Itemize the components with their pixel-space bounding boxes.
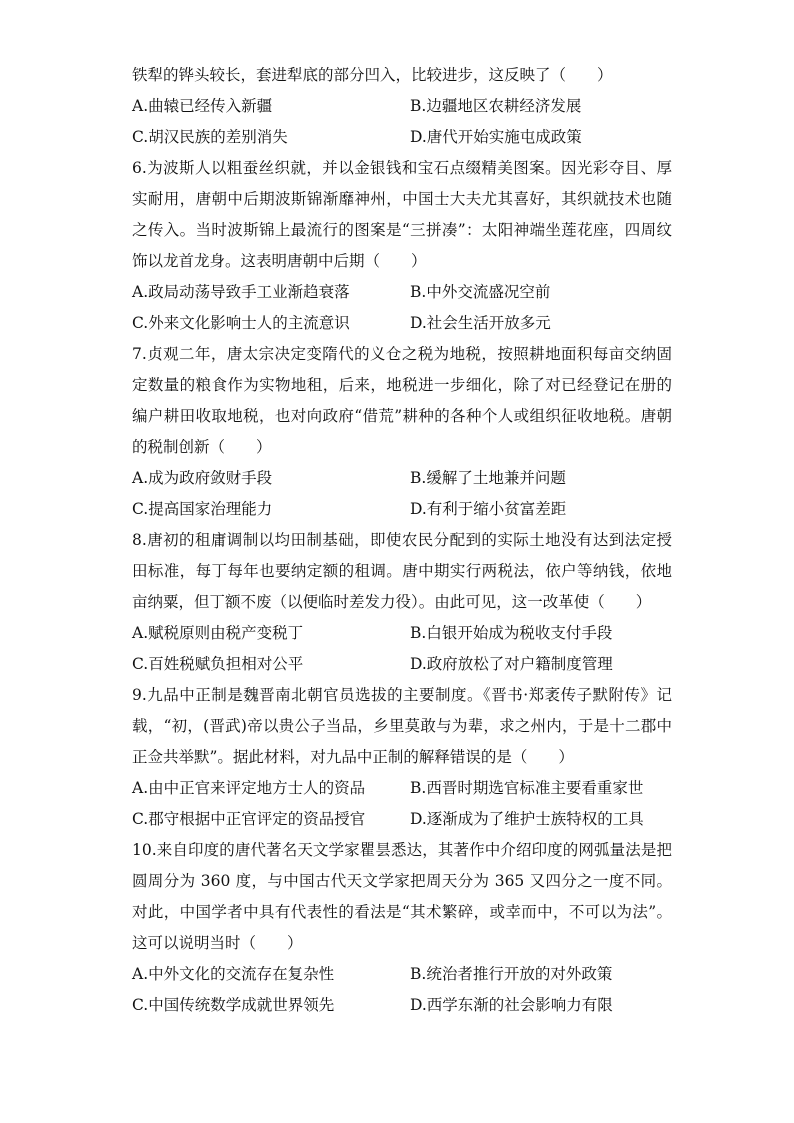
option-row <box>132 959 672 990</box>
option-b: B.白银开始成为税收支付手段 <box>410 624 613 642</box>
option-c: C.中国传统数学成就世界领先 <box>132 996 335 1014</box>
option-b: B.西晋时期选官标准主要看重家世 <box>410 779 644 797</box>
option-b: B.中外交流盛况空前 <box>410 283 551 301</box>
question-block <box>132 525 672 680</box>
option-d: D.唐代开始实施屯成政策 <box>410 128 582 146</box>
option-row <box>132 91 672 122</box>
option-row <box>132 308 672 339</box>
option-row <box>132 463 672 494</box>
question-stem: 8.唐初的租庸调制以均田制基础，即使农民分配到的实际土地没有达到法定授田标准，每丁每年也要纳定额的租调。唐中期实行两税法，依户等纳钱，依地亩纳粟，但丁额不废（以便临时差发力役）。由此可见，这一改革使（ ） <box>132 531 672 611</box>
question-stem: 6.为波斯人以粗蚕丝织就，并以金银钱和宝石点缀精美图案。因光彩夺目、厚实耐用，唐朝中后期波斯锦渐靡神州，中国士大夫尤其喜好，其织就技术也随之传入。当时波斯锦上最流行的图案是“三拼凑”：太阳神端坐莲花座，四周纹饰以龙首龙身。这表明唐朝中后期（ ） <box>132 159 672 270</box>
question-stem: 铁犁的铧头较长，套进犁底的部分凹入，比较进步，这反映了（ ） <box>132 66 613 84</box>
question-stem: 7.贞观二年，唐太宗决定变隋代的义仓之税为地税，按照耕地面积每亩交纳固定数量的粮食作为实物地租，后来，地税进一步细化，除了对已经登记在册的编户耕田收取地税，也对向政府“借荒”耕种的各种个人或组织征收地税。唐朝的税制创新（ ） <box>132 345 672 456</box>
option-row <box>132 277 672 308</box>
option-b: B.缓解了土地兼并问题 <box>410 469 566 487</box>
option-a: A.由中正官来评定地方士人的资品 <box>132 779 366 797</box>
option-a: A.赋税原则由税产变税丁 <box>132 624 304 642</box>
option-c: C.提高国家治理能力 <box>132 500 273 518</box>
question-block <box>132 680 672 835</box>
option-d: D.社会生活开放多元 <box>410 314 551 332</box>
option-a: A.成为政府敛财手段 <box>132 469 273 487</box>
question-block <box>132 153 672 339</box>
option-a: A.中外文化的交流存在复杂性 <box>132 965 335 983</box>
question-block <box>132 60 672 153</box>
option-c: C.百姓税赋负担相对公平 <box>132 655 304 673</box>
option-c: C.外来文化影响士人的主流意识 <box>132 314 350 332</box>
option-d: D.有利于缩小贫富差距 <box>410 500 567 518</box>
option-a: A.曲辕已经传入新疆 <box>132 97 273 115</box>
option-c: C.胡汉民族的差别消失 <box>132 128 288 146</box>
option-c: C.郡守根据中正官评定的资品授官 <box>132 810 366 828</box>
option-row <box>132 990 672 1021</box>
option-a: A.政局动荡导致手工业渐趋衰落 <box>132 283 350 301</box>
option-row <box>132 618 672 649</box>
question-stem: 9.九品中正制是魏晋南北朝官员选拔的主要制度。《晋书·郑袤传子默附传》记载，“初，(晋武)帝以贵公子当品，乡里莫敢与为辈，求之州内，于是十二郡中正佥共举默”。据此材料，对九品中正制的解释错误的是（ ） <box>132 686 672 766</box>
option-row <box>132 494 672 525</box>
question-block <box>132 835 672 1021</box>
option-d: D.政府放松了对户籍制度管理 <box>410 655 613 673</box>
option-b: B.边疆地区农耕经济发展 <box>410 97 582 115</box>
question-stem: 10.来自印度的唐代著名天文学家瞿昙悉达，其著作中介绍印度的网弧量法是把圆周分为 360 度，与中国古代天文学家把周天分为 365 又四分之一度不同。对此，中国学者中具有代表性的看法是“其术繁碎，或幸而中，不可以为法”。这可以说明当时（ ） <box>132 841 672 952</box>
option-b: B.统治者推行开放的对外政策 <box>410 965 613 983</box>
option-row <box>132 804 672 835</box>
option-row <box>132 773 672 804</box>
question-page <box>132 60 672 1021</box>
option-d: D.逐渐成为了维护士族特权的工具 <box>410 810 644 828</box>
option-row <box>132 122 672 153</box>
option-d: D.西学东渐的社会影响力有限 <box>410 996 613 1014</box>
option-row <box>132 649 672 680</box>
question-block <box>132 339 672 525</box>
